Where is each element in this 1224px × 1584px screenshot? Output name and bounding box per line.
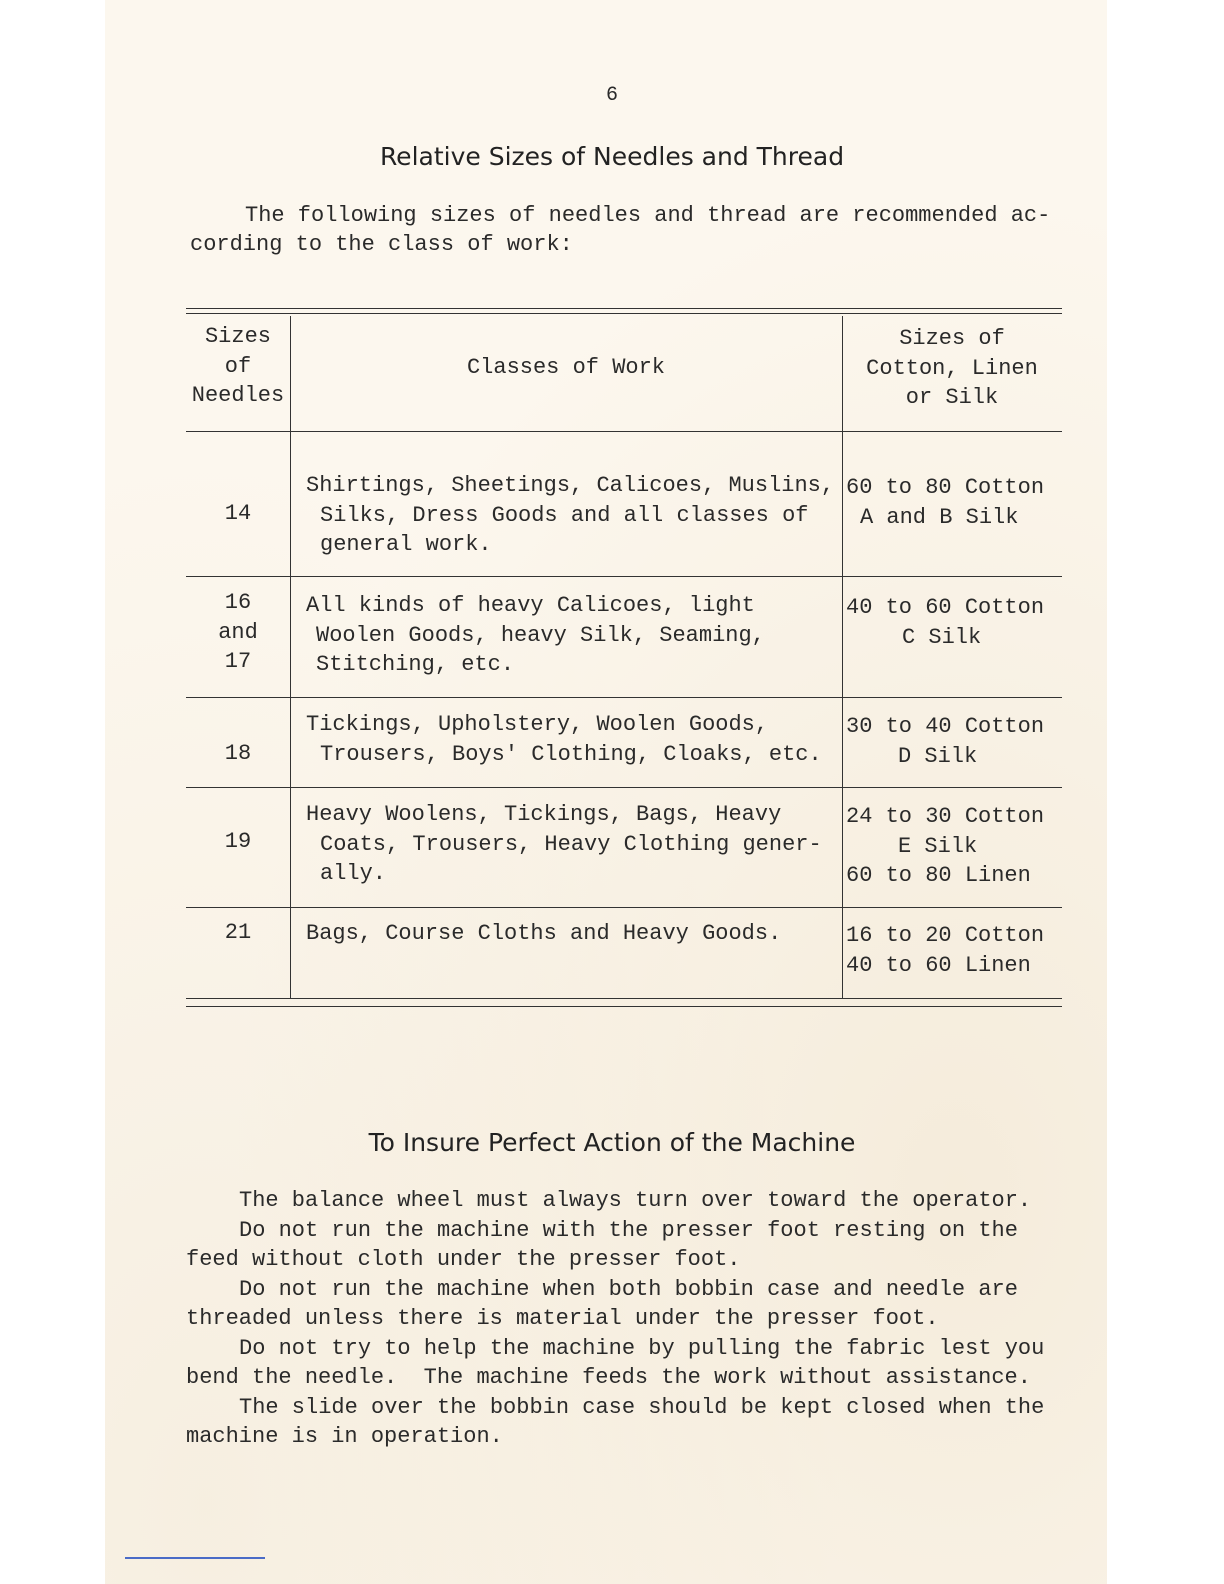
instruction-line: Do not run the machine with the presser foot resting on the xyxy=(239,1217,1018,1243)
header-text: or Silk xyxy=(905,385,999,410)
work-line: Trousers, Boys' Clothing, Cloaks, etc. xyxy=(320,741,822,767)
instruction-line: Do not try to help the machine by pulling the fabric lest you xyxy=(239,1335,1045,1361)
thread-line: 40 to 60 Linen xyxy=(846,952,1031,978)
needle-line: and xyxy=(218,619,258,645)
table-row-work xyxy=(306,800,846,889)
header-text: Sizes of xyxy=(899,326,1005,351)
instruction-line: The slide over the bobbin case should be kept closed when the xyxy=(239,1394,1045,1420)
table-row-work xyxy=(306,591,846,680)
table-rule xyxy=(186,431,1062,432)
table-row-needle: 19 xyxy=(224,829,252,854)
thread-line: 40 to 60 Cotton xyxy=(846,595,1045,620)
instruction-line: feed without cloth under the presser foot. xyxy=(186,1247,741,1272)
work-line: Tickings, Upholstery, Woolen Goods, xyxy=(306,712,769,737)
thread-line: 60 to 80 Linen xyxy=(846,863,1031,888)
table-rule xyxy=(186,576,1062,577)
table-rule xyxy=(186,998,1062,999)
table-row-thread xyxy=(846,593,1058,652)
work-line: Heavy Woolens, Tickings, Bags, Heavy xyxy=(306,802,782,827)
work-line: Woolen Goods, heavy Silk, Seaming, xyxy=(316,622,765,648)
needle-line: 17 xyxy=(224,649,252,674)
table-row-needle: 21 xyxy=(224,920,252,945)
thread-line: 24 to 30 Cotton xyxy=(846,804,1045,829)
page-title: Relative Sizes of Needles and Thread xyxy=(379,142,845,171)
thread-line: C Silk xyxy=(902,624,982,650)
table-rule xyxy=(186,787,1062,788)
header-work: Classes of Work xyxy=(466,355,666,380)
work-line: ally. xyxy=(320,861,387,886)
intro-line: cording to the class of work: xyxy=(190,232,573,257)
thread-line: E Silk xyxy=(898,833,978,859)
work-line: Coats, Trousers, Heavy Clothing gener- xyxy=(320,831,822,857)
machine-instructions xyxy=(186,1186,1056,1452)
header-text: of xyxy=(224,353,252,379)
table-row-thread xyxy=(846,921,1058,980)
thread-line: 30 to 40 Cotton xyxy=(846,714,1045,739)
table-rule xyxy=(186,697,1062,698)
table-row-needle: 14 xyxy=(224,501,252,526)
work-line: Bags, Course Cloths and Heavy Goods. xyxy=(306,921,782,946)
table-row-work xyxy=(306,919,846,949)
intro-paragraph xyxy=(190,201,1060,259)
header-text: Cotton, Linen xyxy=(866,355,1038,381)
header-thread xyxy=(846,324,1058,413)
table-row-work xyxy=(306,710,846,769)
instruction-line: machine is in operation. xyxy=(186,1424,503,1449)
work-line: Shirtings, Sheetings, Calicoes, Muslins, xyxy=(306,473,835,498)
header-text: Needles xyxy=(191,383,285,408)
thread-line: A and B Silk xyxy=(860,504,1019,530)
needle-thread-table xyxy=(186,308,1062,1010)
table-row-needle: 18 xyxy=(224,741,252,766)
table-row-needle xyxy=(186,588,290,677)
work-line: All kinds of heavy Calicoes, light xyxy=(306,593,755,618)
page-number: 6 xyxy=(605,84,618,107)
header-text: Sizes xyxy=(204,324,271,349)
thread-line: 60 to 80 Cotton xyxy=(846,475,1045,500)
instruction-line: bend the needle. The machine feeds the work without assistance. xyxy=(186,1365,1031,1390)
table-row-thread xyxy=(846,473,1058,532)
scan-mark xyxy=(125,1557,265,1559)
thread-line: 16 to 20 Cotton xyxy=(846,923,1045,948)
thread-line: D Silk xyxy=(898,743,978,769)
header-needles xyxy=(186,322,290,411)
table-rule xyxy=(186,313,1062,314)
table-column-rule xyxy=(290,316,291,998)
work-line: Silks, Dress Goods and all classes of xyxy=(320,502,809,528)
instruction-line: Do not run the machine when both bobbin case and needle are xyxy=(239,1276,1018,1302)
table-row-thread xyxy=(846,712,1058,771)
work-line: Stitching, etc. xyxy=(316,652,515,677)
table-row-thread xyxy=(846,802,1058,891)
instruction-line: threaded unless there is material under the presser foot. xyxy=(186,1306,939,1331)
needle-line: 16 xyxy=(224,590,252,615)
intro-line: The following sizes of needles and thread are recommended ac- xyxy=(245,203,1051,228)
section-title: To Insure Perfect Action of the Machine xyxy=(368,1128,856,1157)
work-line: general work. xyxy=(320,532,492,557)
table-rule xyxy=(186,907,1062,908)
instruction-line: The balance wheel must always turn over toward the operator. xyxy=(239,1188,1032,1213)
table-rule xyxy=(186,308,1062,309)
table-row-work xyxy=(306,471,846,560)
table-rule xyxy=(186,1006,1062,1007)
